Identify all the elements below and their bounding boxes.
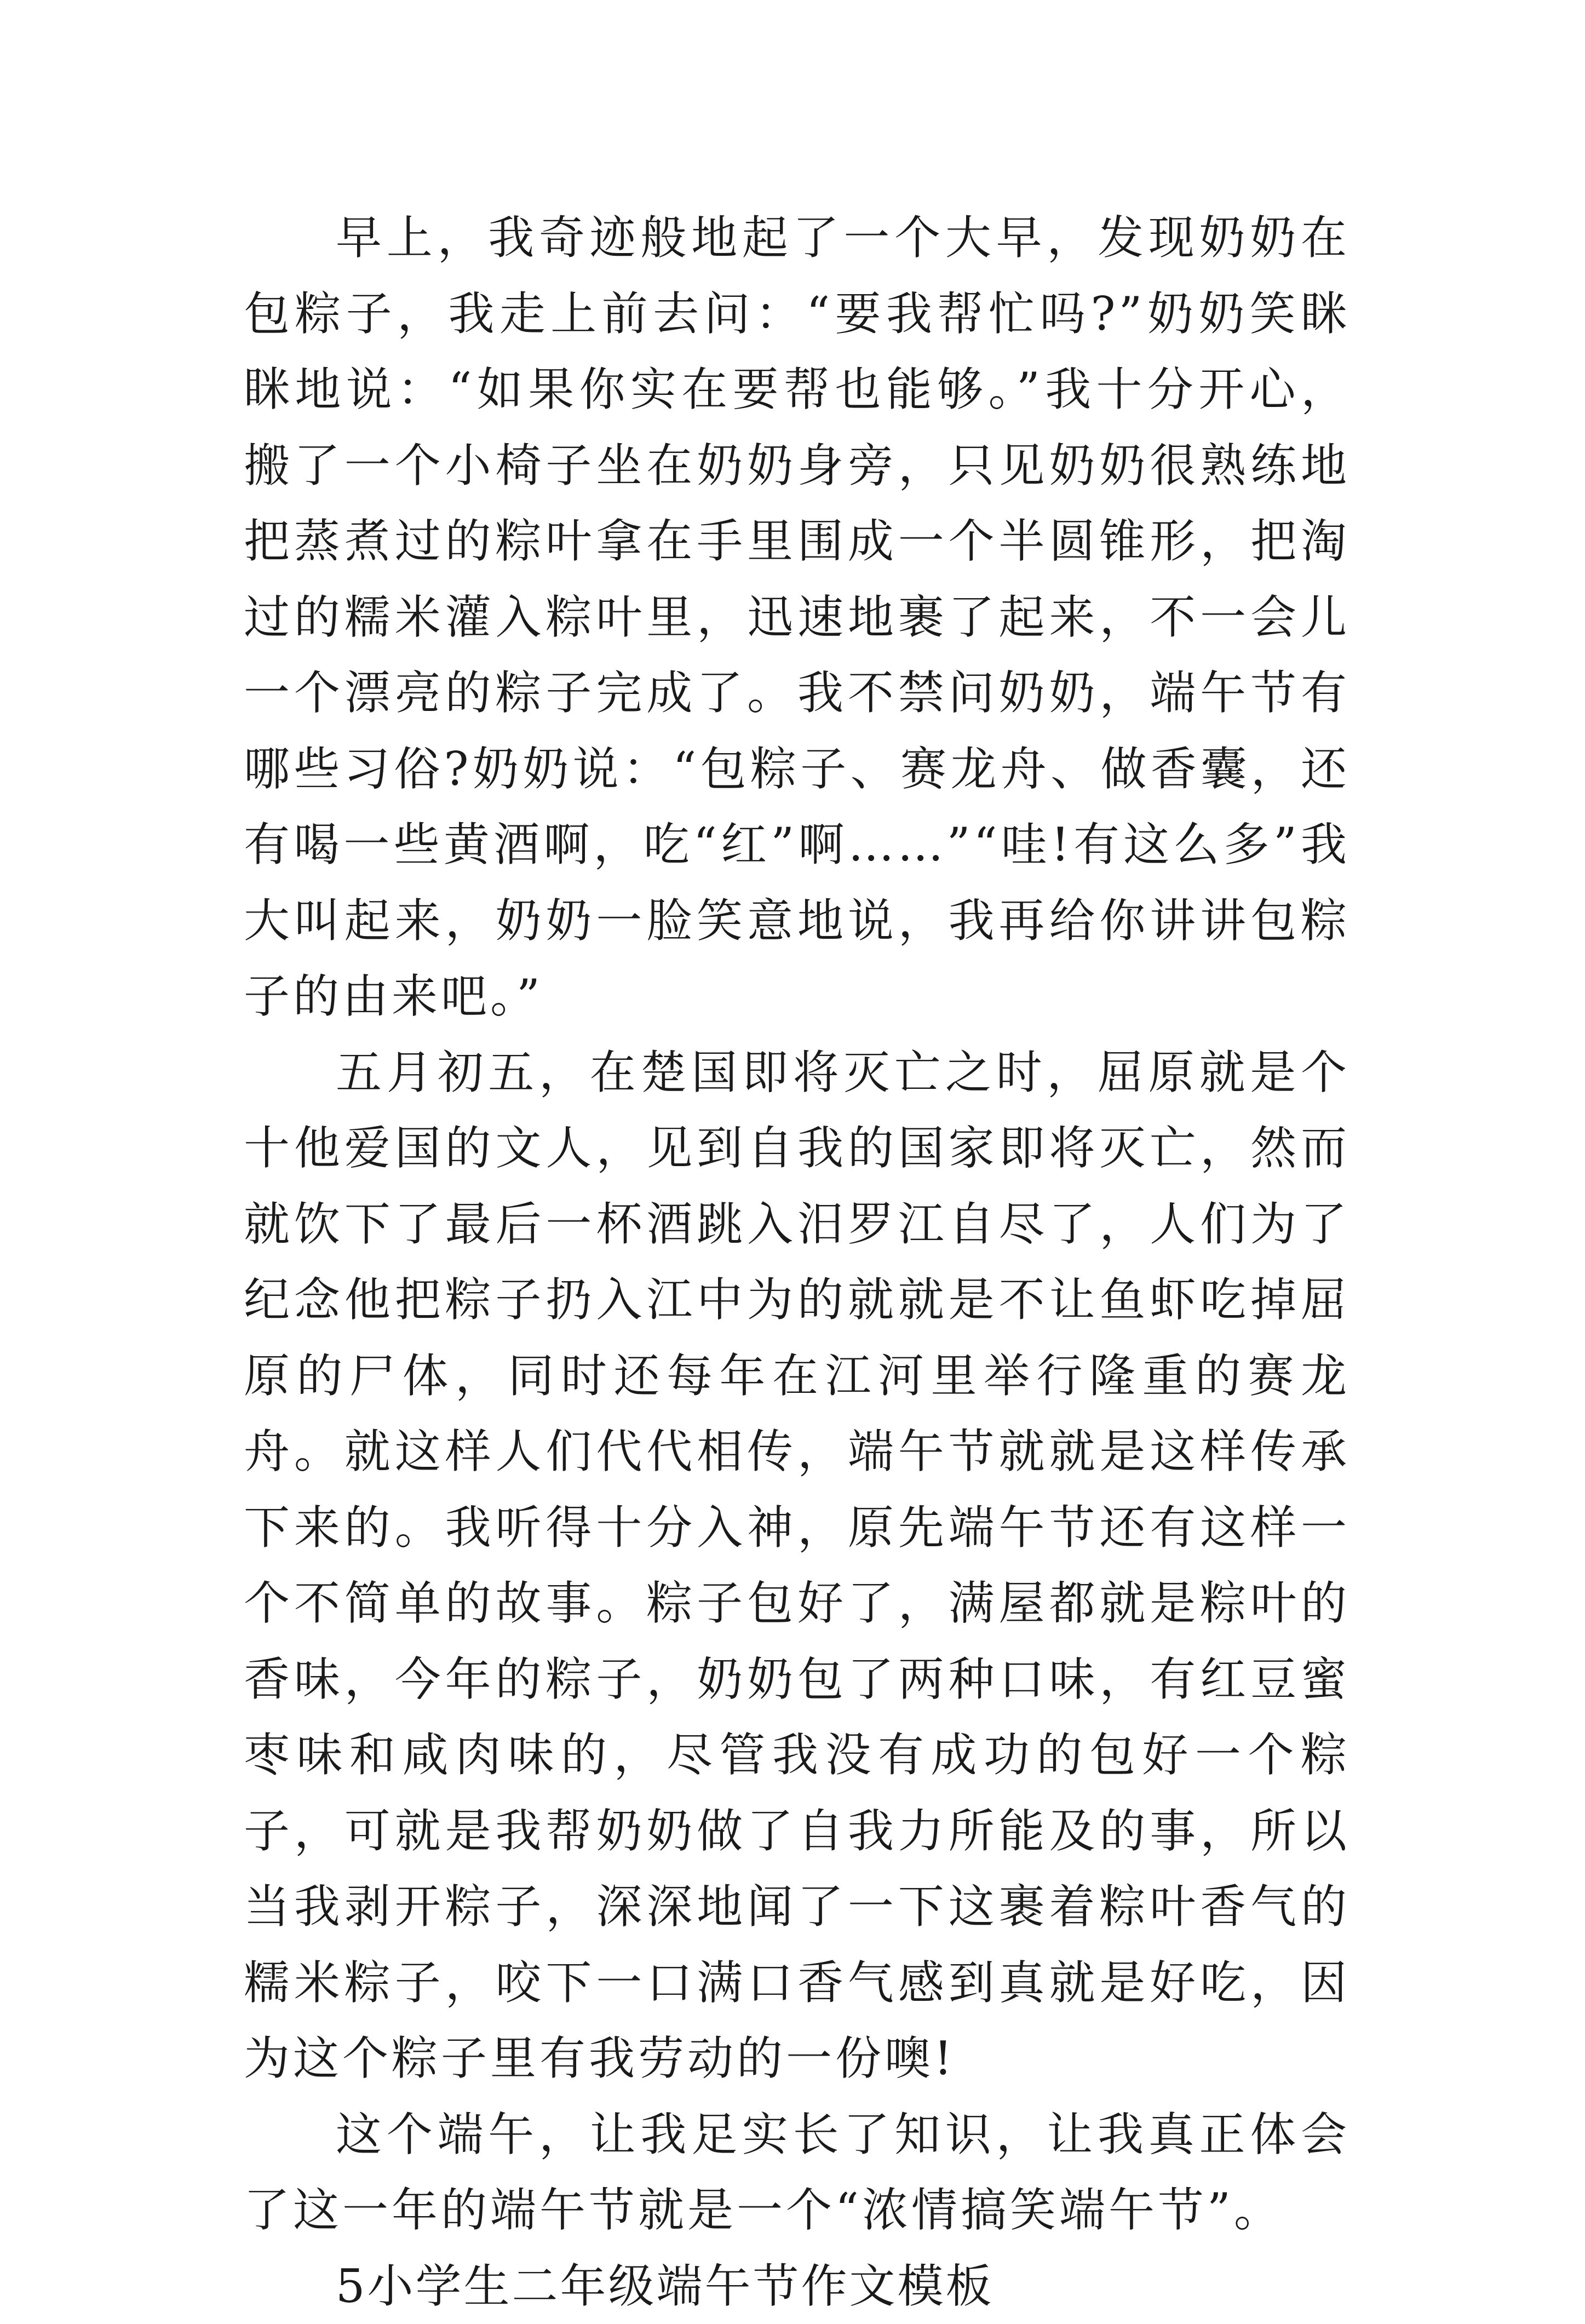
paragraph-zongzi-morning: 早上，我奇迹般地起了一个大早，发现奶奶在包粽子，我走上前去问：“要我帮忙吗?”奶奶笑眯眯地说：“如果你实在要帮也能够。”我十分开心，搬了一个小椅子坐在奶奶身旁，只见奶奶很熟练地把蒸煮过的粽叶拿在手里围成一个半圆锥形，把淘过的糯米灌入粽叶里，迅速地裹了起来，不一会儿一个漂亮的粽子完成了。我不禁问奶奶，端午节有哪些习俗?奶奶说：“包粽子、赛龙舟、做香囊，还有喝一些黄酒啊，吃“红”啊……”“哇!有这么多”我大叫起来，奶奶一脸笑意地说，我再给你讲讲包粽子的由来吧。”	[244, 200, 1350, 1035]
paragraph-quyuan-story: 五月初五，在楚国即将灭亡之时，屈原就是个十他爱国的文人，见到自我的国家即将灭亡，然而就饮下了最后一杯酒跳入汨罗江自尽了，人们为了纪念他把粽子扔入江中为的就就是不让鱼虾吃掉屈原的尸体，同时还每年在江河里举行隆重的赛龙舟。就这样人们代代相传，端午节就就是这样传承下来的。我听得十分入神，原先端午节还有这样一个不简单的故事。粽子包好了，满屋都就是粽叶的香味，今年的粽子，奶奶包了两种口味，有红豆蜜枣味和咸肉味的，尽管我没有成功的包好一个粽子，可就是我帮奶奶做了自我力所能及的事，所以当我剥开粽子，深深地闻了一下这裹着粽叶香气的糯米粽子，咬下一口满口香气感到真就是好吃，因为这个粽子里有我劳动的一份噢!	[244, 1035, 1350, 2097]
paragraph-conclusion: 这个端午，让我足实长了知识，让我真正体会了这一年的端午节就是一个“浓情搞笑端午节”。	[244, 2097, 1350, 2248]
next-essay-title: 5小学生二年级端午节作文模板	[244, 2248, 1350, 2324]
essay-body	[244, 200, 1350, 2324]
